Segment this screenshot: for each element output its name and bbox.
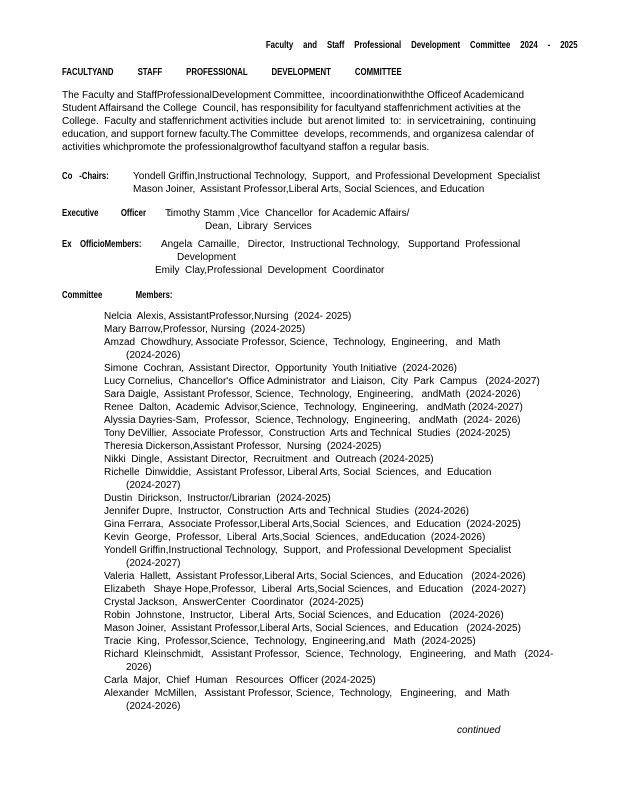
member-line: Mason Joiner, Assistant Professor,Liberal Arts, Social Sciences, and Education (2024-2025) (104, 623, 521, 634)
member-line: Crystal Jackson, AnswerCenter Coordinator (2024-2025) (104, 597, 364, 608)
member-entry (62, 427, 578, 440)
member-entry (62, 609, 578, 622)
member-line: Valeria Hallett, Assistant Professor,Liberal Arts, Social Sciences, and Education (2024-2026) (104, 571, 526, 582)
role-value-line: Emily Clay,Professional Development Coordinator (155, 265, 385, 276)
committee-members-label-text: Committee Members: (62, 290, 173, 301)
intro-line: Student Affairsand the College Council, has responsibility for facultyand staffenrichment activities at the (62, 103, 521, 114)
intro-line: education, and support fornew faculty.The Committee develops, recommends, and organizesa calendar of (62, 129, 534, 140)
member-line: 2026) (126, 662, 152, 673)
role-value-line: Timothy Stamm ,Vice Chancellor for Academic Affairs/ (165, 208, 410, 219)
member-line: Nelcia Alexis, AssistantProfessor,Nursing (2024- 2025) (104, 311, 352, 322)
role-label-text: Co -Chairs: (62, 171, 109, 182)
role-label (62, 207, 202, 220)
role-label-text: Ex OfficioMembers: (62, 239, 142, 250)
member-line: Richelle Dinwiddie, Assistant Professor, Liberal Arts, Social Sciences, and Education (104, 467, 492, 478)
committee-members-label (62, 290, 578, 302)
role-value-line: Development (177, 252, 236, 263)
member-entry (62, 336, 578, 362)
member-entry (62, 531, 578, 544)
intro-line: The Faculty and StaffProfessionalDevelopment Committee, incoordinationwiththe Officeof Academicand (62, 90, 525, 101)
continued-note: continued (457, 725, 501, 736)
member-line: Mary Barrow,Professor, Nursing (2024-2025) (104, 324, 306, 335)
member-line: Kevin George, Professor, Liberal Arts,Social Sciences, andEducation (2024-2026) (104, 532, 486, 543)
role-label (62, 170, 122, 183)
member-line: Alexander McMillen, Assistant Professor, Science, Technology, Engineering, and Math (104, 688, 510, 699)
member-entry (62, 492, 578, 505)
member-entry (62, 388, 578, 401)
member-entry (62, 596, 578, 609)
member-entry (62, 570, 578, 583)
member-entry (62, 687, 578, 713)
member-entry (62, 375, 578, 388)
member-line: Carla Major, Chief Human Resources Officer (2024-2025) (104, 675, 376, 686)
member-entry (62, 310, 578, 323)
role-row (62, 238, 578, 277)
member-line: Tony DeVillier, Associate Professor, Construction Arts and Technical Studies (2024-2025) (104, 428, 511, 439)
member-entry (62, 466, 578, 492)
member-entry (62, 323, 578, 336)
member-line: Sara Daigle, Assistant Professor, Science, Technology, Engineering, andMath (2024-2026) (104, 389, 521, 400)
running-header (62, 40, 578, 51)
member-line: Robin Johnstone, Instructor, Liberal Arts, Social Sciences, and Education (2024-2026) (104, 610, 504, 621)
role-label-text: Executive Officer : (62, 208, 172, 219)
member-line: Tracie King, Professor,Science, Technology, Engineering,and Math (2024-2025) (104, 636, 476, 647)
member-entry (62, 518, 578, 531)
running-header-text: Faculty and Staff Professional Development Committee 2024 - 2025 (266, 40, 578, 51)
member-entry (62, 440, 578, 453)
member-line: Alyssia Dayries-Sam, Professor, Science, Technology, Engineering, andMath (2024- 2026) (104, 415, 521, 426)
roles-section (62, 170, 578, 277)
member-list (62, 310, 578, 713)
member-line: Theresia Dickerson,Assistant Professor, Nursing (2024-2025) (104, 441, 382, 452)
member-line: (2024-2026) (126, 701, 181, 712)
member-entry (62, 674, 578, 687)
intro-paragraph (62, 89, 578, 154)
member-line: (2024-2027) (126, 558, 181, 569)
member-line: Lucy Cornelius, Chancellor's Office Administrator and Liaison, City Park Campus (2024-2027) (104, 376, 540, 387)
member-line: Richard Kleinschmidt, Assistant Professor, Science, Technology, Engineering, and Math (2024- (104, 649, 554, 660)
member-line: Elizabeth Shaye Hope,Professor, Liberal Arts,Social Sciences, and Education (2024-2027) (104, 584, 526, 595)
member-line: (2024-2026) (126, 350, 181, 361)
member-line: Jennifer Dupre, Instructor, Construction Arts and Technical Studies (2024-2026) (104, 506, 470, 517)
intro-line: activities whichpromote the professionalgrowthof facultyand staffon a regular basis. (62, 142, 430, 153)
member-line: Renee Dalton, Academic Advisor,Science, Technology, Engineering, andMath (2024-2027) (104, 402, 523, 413)
member-entry (62, 635, 578, 648)
document-title-text: FACULTYAND STAFF PROFESSIONAL DEVELOPMENT COMMITTEE (62, 67, 402, 78)
member-entry (62, 544, 578, 570)
member-entry (62, 414, 578, 427)
role-value-line: Dean, Library Services (205, 221, 312, 232)
member-line: (2024-2027) (126, 480, 181, 491)
member-entry (62, 583, 578, 596)
member-entry (62, 453, 578, 466)
member-line: Yondell Griffin,Instructional Technology, Support, and Professional Development Specialist (104, 545, 512, 556)
role-value-line: Yondell Griffin,Instructional Technology, Support, and Professional Development Specialist (133, 171, 541, 182)
role-label (62, 238, 164, 251)
member-entry (62, 362, 578, 375)
role-value-line: Angela Camaille, Director, Instructional Technology, Supportand Professional (161, 239, 521, 250)
member-line: Simone Cochran, Assistant Director, Opportunity Youth Initiative (2024-2026) (104, 363, 457, 374)
role-row (62, 207, 578, 233)
member-line: Nikki Dingle, Assistant Director, Recruitment and Outreach (2024-2025) (104, 454, 434, 465)
role-value-line: Mason Joiner, Assistant Professor,Liberal Arts, Social Sciences, and Education (133, 184, 485, 195)
member-line: Gina Ferrara, Associate Professor,Liberal Arts,Social Sciences, and Education (2024-2025) (104, 519, 521, 530)
role-value-lines (62, 170, 578, 196)
member-entry (62, 648, 578, 674)
member-line: Dustin Dirickson, Instructor/Librarian (2024-2025) (104, 493, 331, 504)
member-entry (62, 505, 578, 518)
member-entry (62, 622, 578, 635)
intro-line: College. Faculty and staffenrichment activities include but arenot limited to: in servicetraining, continuing (62, 116, 536, 127)
member-entry (62, 401, 578, 414)
role-row (62, 170, 578, 196)
member-line: Amzad Chowdhury, Associate Professor, Science, Technology, Engineering, and Math (104, 337, 501, 348)
document-title (62, 67, 578, 78)
